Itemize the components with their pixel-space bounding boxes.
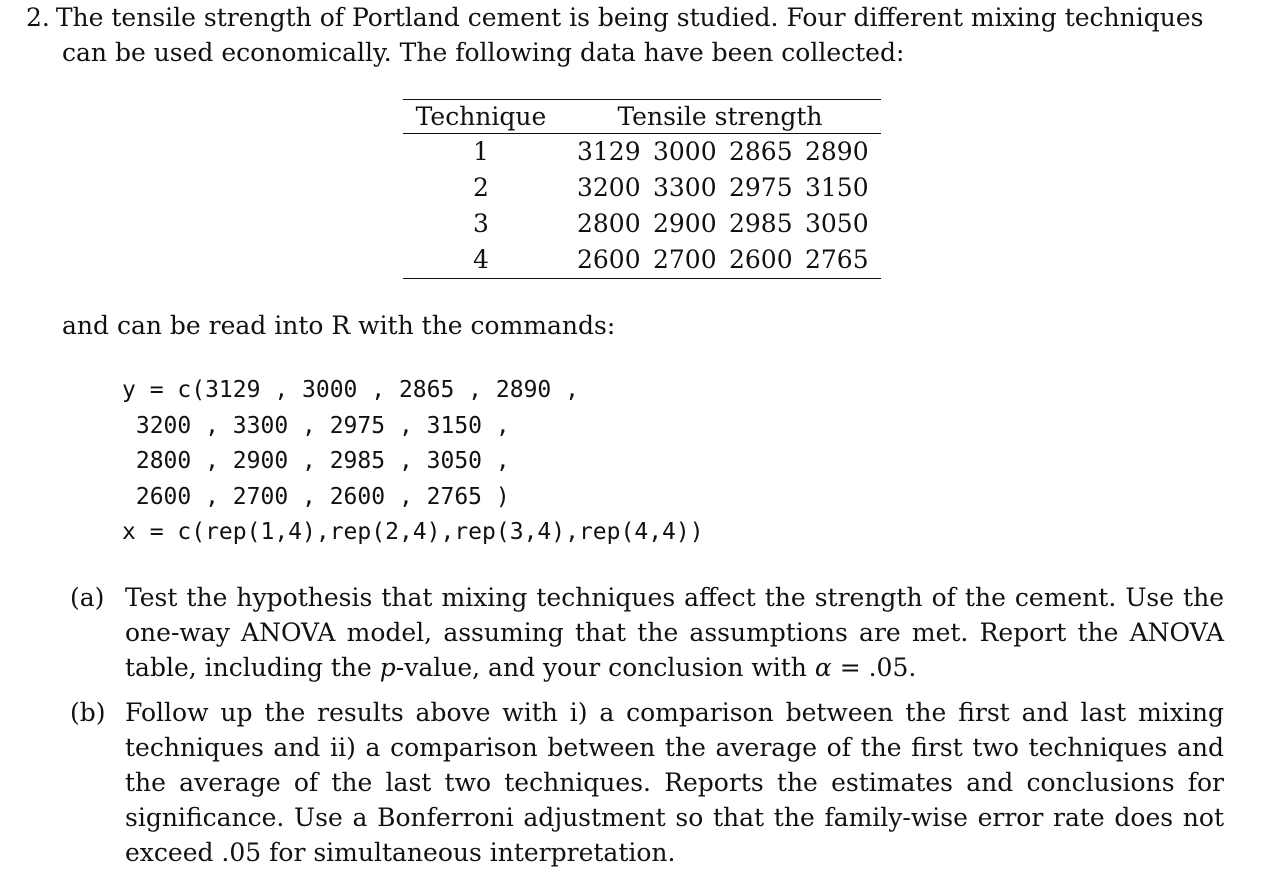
value-cell: 2765 — [805, 245, 869, 274]
code-line: 2800 , 2900 , 2985 , 3050 , — [122, 448, 510, 474]
value-cell: 3129 — [577, 137, 641, 166]
part-b — [70, 695, 1224, 870]
value-cell: 2700 — [653, 245, 717, 274]
value-cell: 2985 — [729, 209, 793, 238]
value-cell: 3300 — [653, 173, 717, 202]
table-header-row — [403, 100, 881, 134]
problem-parts — [70, 580, 1224, 880]
code-line: y = c(3129 , 3000 , 2865 , 2890 , — [122, 377, 579, 403]
table-row — [403, 134, 881, 171]
value-cell: 3050 — [805, 209, 869, 238]
p-symbol: p — [379, 653, 396, 682]
technique-cell: 3 — [473, 209, 489, 238]
value-cell: 3200 — [577, 173, 641, 202]
value-cell: 2600 — [729, 245, 793, 274]
value-cell: 2900 — [653, 209, 717, 238]
technique-cell: 1 — [473, 137, 489, 166]
value-cell: 2890 — [805, 137, 869, 166]
values-cell — [559, 242, 881, 279]
table-row — [403, 242, 881, 279]
header-technique: Technique — [403, 100, 559, 134]
part-a-text-1: Test the hypothesis that mixing techniques affect the strength of the cement. Use the one-way ANOVA model, assuming that the assumptions are met. Report the ANOVA table, including the — [125, 583, 1224, 682]
value-cell: 2975 — [729, 173, 793, 202]
value-cell: 2865 — [729, 137, 793, 166]
value-cell: 2800 — [577, 209, 641, 238]
technique-cell: 2 — [473, 173, 489, 202]
values-cell — [559, 134, 881, 171]
part-a-text — [125, 583, 1224, 682]
part-a — [70, 580, 1224, 685]
table-row — [403, 206, 881, 242]
intro-text-1: The tensile strength of Portland cement is being studied. Four different mixing techniques — [55, 3, 1204, 32]
intro-line-1 — [26, 0, 1226, 35]
read-into-r-text: and can be read into R with the commands: — [62, 311, 616, 340]
code-line: x = c(rep(1,4),rep(2,4),rep(3,4),rep(4,4)) — [122, 519, 704, 545]
code-line: 2600 , 2700 , 2600 , 2765 ) — [122, 483, 510, 510]
problem-intro — [26, 0, 1226, 70]
code-line: 3200 , 3300 , 2975 , 3150 , — [122, 412, 510, 439]
part-a-text-2: -value, and your conclusion with — [395, 653, 815, 682]
intro-line-2: can be used economically. The following data have been collected: — [62, 38, 905, 67]
table-row — [403, 170, 881, 206]
part-b-label: (b) — [70, 698, 106, 727]
alpha-symbol: α — [814, 653, 832, 682]
values-cell — [559, 206, 881, 242]
r-code-block — [122, 373, 704, 551]
tensile-strength-table — [403, 99, 881, 279]
value-cell: 2600 — [577, 245, 641, 274]
values-cell — [559, 170, 881, 206]
problem-number: 2. — [26, 3, 50, 32]
alpha-value: = .05. — [831, 653, 917, 682]
value-cell: 3150 — [805, 173, 869, 202]
header-tensile-strength: Tensile strength — [559, 100, 881, 134]
value-cell: 3000 — [653, 137, 717, 166]
part-b-text: Follow up the results above with i) a comparison between the first and last mixing techniques and ii) a comparison between the average of the first two techniques and the average of the last two techniques. Reports the estimates and conclusions for significance. Use a Bonferroni adjustment so that the family-wise error rate does not exceed .05 for simultaneous interpretation. — [125, 698, 1224, 867]
technique-cell: 4 — [403, 242, 559, 279]
part-a-label: (a) — [70, 583, 105, 612]
